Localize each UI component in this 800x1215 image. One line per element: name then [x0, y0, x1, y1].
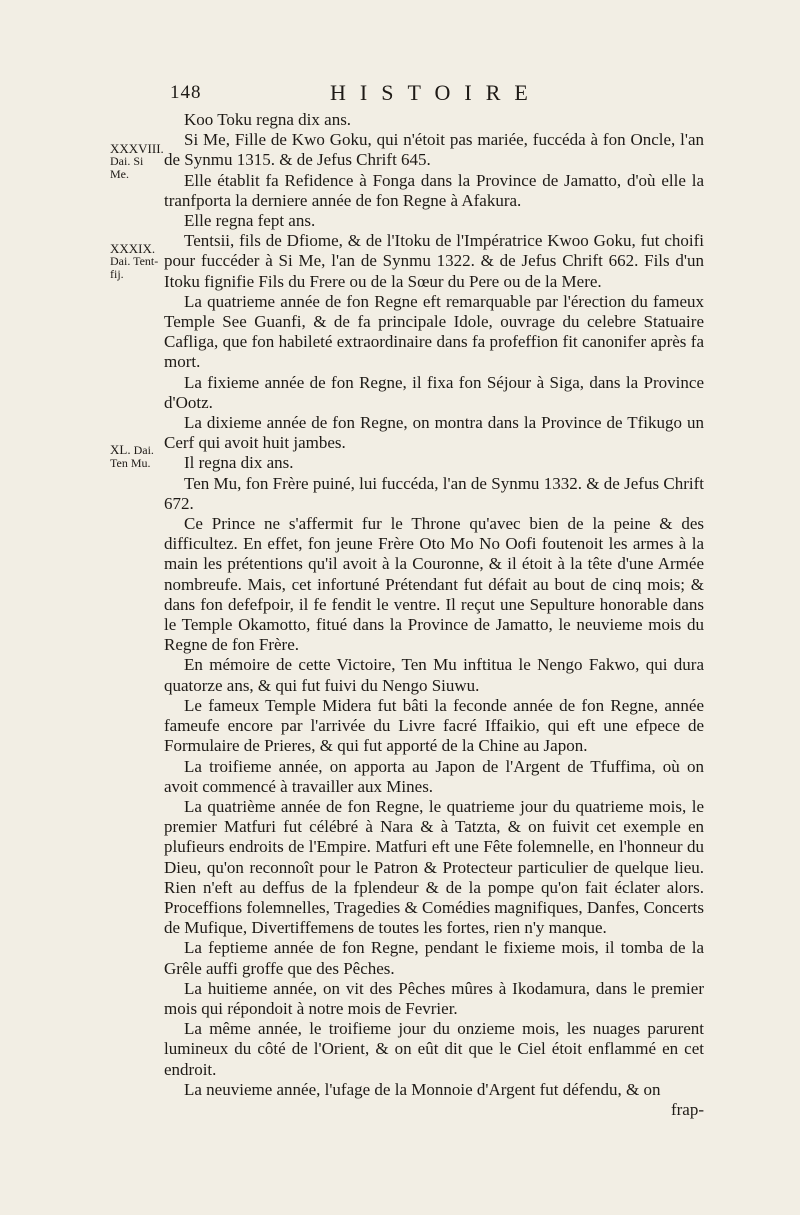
margin-note-name: [110, 443, 166, 457]
margin-note-number: XXXVIII.: [110, 141, 164, 156]
margin-note-name: Dai. Tent-: [110, 254, 159, 268]
paragraph: Si Me, Fille de Kwo Goku, qui n'étoit pas mariée, fuccéda à fon Oncle, l'an de Synmu 1315. & de Jefus Chrift 645.: [164, 130, 704, 170]
paragraph: La feptieme année de fon Regne, pendant le fixieme mois, il tomba de la Grêle auffi groffe que des Pêches.: [164, 938, 704, 978]
paragraph: Elle établit fa Refidence à Fonga dans la Province de Jamatto, d'où elle la tranfporta la derniere année de fon Regne à Afakura.: [164, 170, 704, 210]
margin-note-name: Me.: [110, 167, 129, 181]
margin-note-name: fij.: [110, 267, 124, 281]
paragraph: Il regna dix ans.: [184, 453, 294, 473]
paragraph: La fixieme année de fon Regne, il fixa fon Séjour à Siga, dans la Province d'Ootz.: [164, 372, 704, 412]
margin-note-name: Ten Mu.: [110, 456, 151, 470]
paragraph: La troifieme année, on apporta au Japon de l'Argent de Tfuffima, où on avoit commencé à travailler aux Mines.: [164, 756, 704, 796]
paragraph: La neuvieme année, l'ufage de la Monnoie d'Argent fut défendu, & on: [184, 1079, 661, 1099]
paragraph: Ce Prince ne s'affermit fur le Throne qu'avec bien de la peine & des difficultez. En effet, fon jeune Frère Oto Mo No Oofi foutenoit les armes à la main les prétentions qu'il avoit à la Couronne, & il étoit à la tête d'une Armée nombreufe. Mais, cet infortuné Prétendant fut défait au bout de cinq mois; & dans fon defefpoir, il fe fendit le ventre. Il reçut une Sepulture honorable dans le Temple Okamotto, fitué dans la Province de Jamatto, le neuvieme mois du Regne de fon Frère.: [164, 514, 704, 655]
body-text: [164, 110, 704, 1120]
margin-note-number: XL.: [110, 442, 131, 457]
paragraph: Ten Mu, fon Frère puiné, lui fuccéda, l'an de Synmu 1332. & de Jefus Chrift 672.: [164, 473, 704, 513]
margin-note-xxxix: [110, 242, 166, 281]
margin-note-xxxviii: [110, 142, 166, 181]
paragraph: La quatrième année de fon Regne, le quatrieme jour du quatrieme mois, le premier Matfuri fut célébré à Nara & à Tatzta, & on fuivit cet exemple en plufieurs endroits de l'Empire. Matfuri eft une Fête folemnelle, en l'honneur du Dieu, qu'on reconnoît pour le Patron & Protecteur particulier de quelque lieu. Rien n'eft au deffus de la fplendeur & de la pompe qu'on fait éclater alors. Proceffions folemnelles, Tragedies & Comédies magnifiques, Danfes, Concerts de Mufique, Divertiffemens de toutes les fortes, rien n'y manque.: [164, 796, 704, 938]
paragraph: Le fameux Temple Midera fut bâti la feconde année de fon Regne, année fameufe encore par l'arrivée du Livre facré Iffaikio, qui eft une efpece de Formulaire de Prieres, & qui fut apporté de la Chine au Japon.: [164, 695, 704, 756]
paragraph: La huitieme année, on vit des Pêches mûres à Ikodamura, dans le premier mois qui répondoit à notre mois de Fevrier.: [164, 978, 704, 1018]
margin-note-name-part: Dai.: [133, 443, 154, 457]
margin-note-name: Dai. Si: [110, 154, 144, 168]
running-title: HISTOIRE: [330, 80, 542, 105]
paragraph: En mémoire de cette Victoire, Ten Mu inftitua le Nengo Fakwo, qui dura quatorze ans, & qui fut fuivi du Nengo Siuwu.: [164, 655, 704, 695]
paragraph: Elle regna fept ans.: [184, 211, 316, 231]
paragraph: Tentsii, fils de Dfiome, & de l'Itoku de l'Impératrice Kwoo Goku, fut choifi pour fuccéder à Si Me, l'an de Synmu 1322. & de Jefus Chrift 662. Fils d'un Itoku fignifie Fils du Frere ou de la Sœur du Pere ou de la Mere.: [164, 231, 704, 291]
paragraph: Koo Toku regna dix ans.: [184, 110, 352, 129]
paragraph: La quatrieme année de fon Regne eft remarquable par l'érection du fameux Temple See Guanfi, & de fa principale Idole, ouvrage du celebre Statuaire Cafliga, que fon habileté extraordinaire dans fa profeffion fit canonifer après fa mort.: [164, 291, 704, 372]
margin-note-xl: [110, 443, 166, 470]
catchword: frap-: [670, 1099, 704, 1119]
page-number: 148: [170, 82, 202, 103]
page-header: [170, 82, 690, 112]
margin-note-number: XXXIX.: [110, 241, 156, 256]
paragraph: La même année, le troifieme jour du onzieme mois, les nuages parurent lumineux du côté de l'Orient, & on eût dit que le Ciel étoit enflammé en cet endroit.: [164, 1019, 704, 1079]
paragraph: La dixieme année de fon Regne, on montra dans la Province de Tfikugo un Cerf qui avoit huit jambes.: [164, 413, 704, 453]
